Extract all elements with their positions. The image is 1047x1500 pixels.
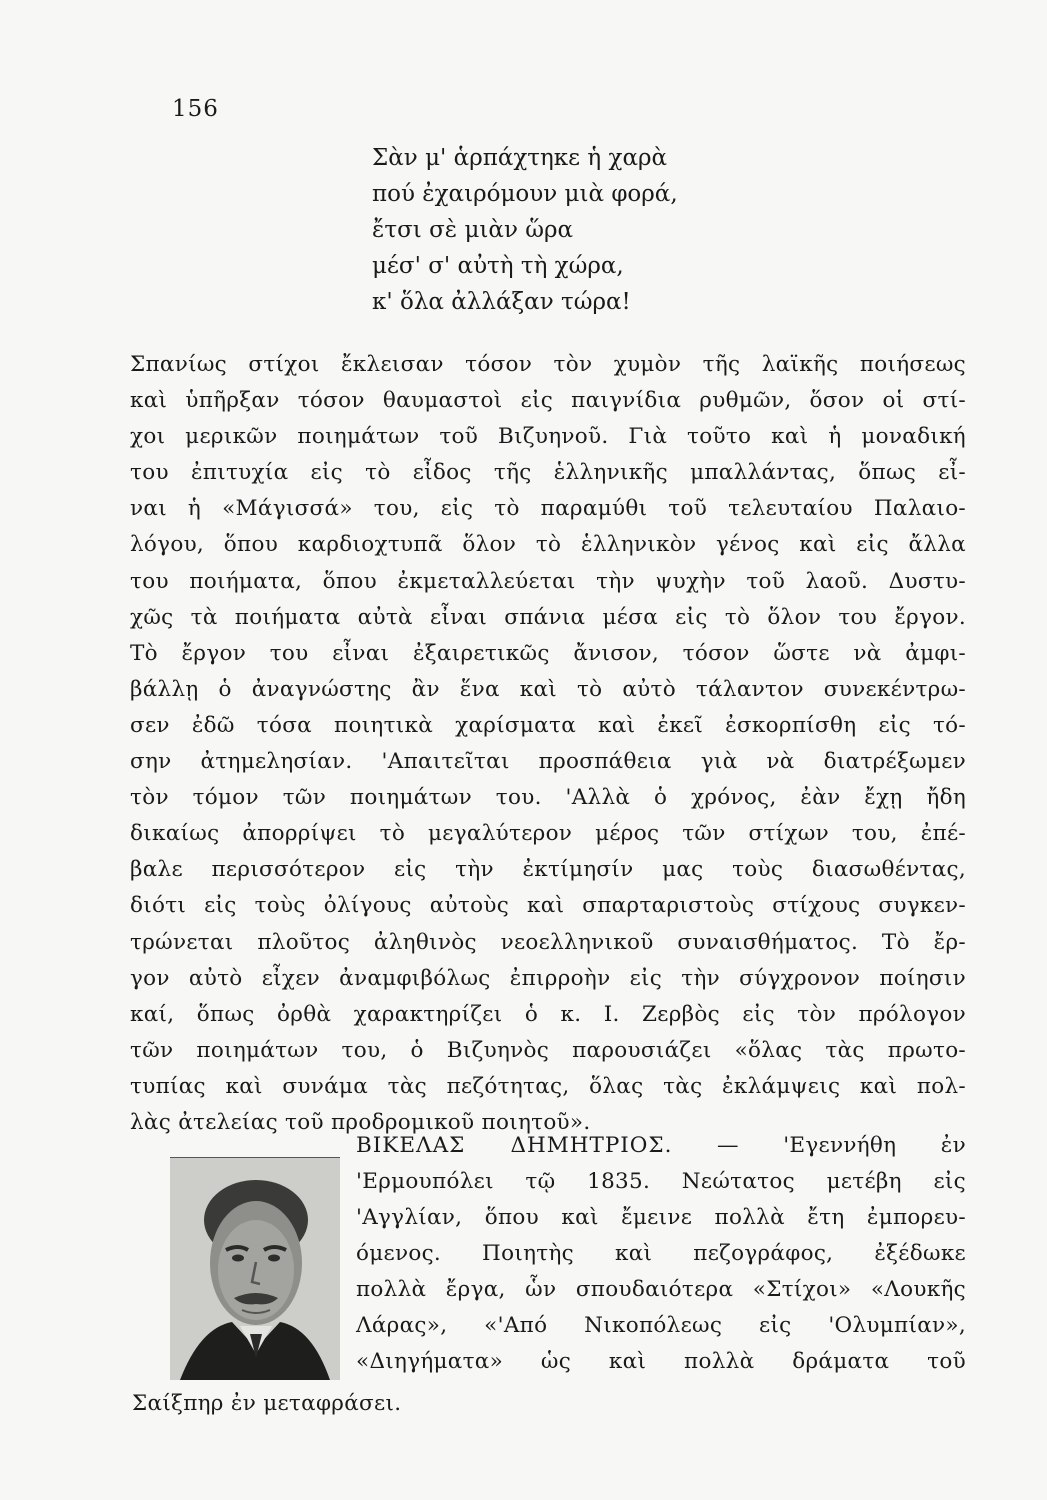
text-line: του ἐπιτυχία εἰς τὸ εἶδος τῆς ἑλληνικῆς μπαλλάντας, ὅπως εἶ- [130,460,966,486]
biography-entry [356,1128,966,1380]
text-line: πολλὰ ἔργα, ὧν σπουδαιότερα «Στίχοι» «Λουκῆς [356,1277,966,1302]
text-line: τὸν τόμον τῶν ποιημάτων του. 'Αλλὰ ὁ χρόνος, ἐὰν ἔχῃ ἤδη [130,785,966,811]
text-line: λὰς ἀτελείας τοῦ προδρομικοῦ ποιητοῦ». [130,1109,591,1135]
author-name-heading: ΒΙΚΕΛΑΣ ΔΗΜΗΤΡΙΟΣ. [356,1133,673,1158]
text-line: Λάρας», «'Από Νικοπόλεως εἰς 'Ολυμπίαν», [356,1313,966,1338]
poem-line: κ' ὅλα ἀλλάξαν τώρα! [372,289,631,315]
text-line: Σπανίως στίχοι ἔκλεισαν τόσον τὸν χυμὸν τῆς λαϊκῆς ποιήσεως [130,352,966,377]
text-line: τυπίας καὶ συνάμα τὰς πεζότητας, ὅλας τὰς ἐκλάμψεις καὶ πολ- [130,1073,966,1099]
text-line: Τὸ ἔργον του εἶναι ἐξαιρετικῶς ἄνισον, τόσον ὥστε νὰ ἀμφι- [130,640,966,666]
text-line: χῶς τὰ ποιήματα αὐτὰ εἶναι σπάνια μέσα εἰς τὸ ὅλον του ἔργον. [130,604,966,630]
text-line: βάλλῃ ὁ ἀναγνώστης ἂν ἕνα καὶ τὸ αὐτὸ τάλαντον συνεκέντρω- [130,676,966,702]
text-line: τῶν ποιημάτων του, ὁ Βιζυηνὸς παρουσιάζει «ὅλας τὰς πρωτο- [130,1037,966,1063]
poem-line: μέσ' σ' αὐτὴ τὴ χώρα, [372,253,624,279]
poem-line: πού ἐχαιρόμουν μιὰ φορά, [372,181,678,207]
text-line: ναι ἡ «Μάγισσά» του, εἰς τὸ παραμύθι τοῦ τελευταίου Παλαιο- [130,496,966,522]
text-line: «Διηγήματα» ὡς καὶ πολλὰ δράματα τοῦ [356,1349,966,1374]
text-line: 'Αγγλίαν, ὅπου καὶ ἔμεινε πολλὰ ἔτη ἐμπορευ- [356,1205,966,1230]
text-line: γον αὐτὸ εἶχεν ἀναμφιβόλως ἐπιρροὴν εἰς τὴν σύγχρονον ποίησιν [130,965,966,991]
text-line: καὶ ὑπῆρξαν τόσον θαυμαστοὶ εἰς παιγνίδια ρυθμῶν, ὅσον οἱ στί- [130,388,966,414]
text-line: Σαίξπηρ ἐν μεταφράσει. [132,1391,402,1416]
poem-line: ἔτσι σὲ μιὰν ὥρα [372,217,574,243]
text-line: 'Ερμουπόλει τῷ 1835. Νεώτατος μετέβη εἰς [356,1169,966,1194]
text-line: δικαίως ἀπορρίψει τὸ μεγαλύτερον μέρος τῶν στίχων του, ἐπέ- [130,821,966,847]
text-line: λόγου, ὅπου καρδιοχτυπᾶ ὅλον τὸ ἑλληνικὸν γένος καὶ εἰς ἄλλα [130,532,966,558]
text-line: βαλε περισσότερον εἰς τὴν ἐκτίμησίν μας τοὺς διασωθέντας, [130,857,966,883]
text-line: διότι εἰς τοὺς ὀλίγους αὐτοὺς καὶ σπαρταριστοὺς στίχους συγκεν- [130,893,966,919]
text-line: σην ἀτημελησίαν. 'Απαιτεῖται προσπάθεια γιὰ νὰ διατρέξωμεν [130,749,966,775]
author-portrait [170,1157,340,1380]
text-line: όμενος. Ποιητὴς καὶ πεζογράφος, ἐξέδωκε [356,1241,966,1266]
commentary-paragraph [130,347,966,1141]
text-line: σεν ἐδῶ τόσα ποιητικὰ χαρίσματα καὶ ἐκεῖ ἐσκορπίσθη εἰς τό- [130,712,966,738]
text-line: καί, ὅπως ὀρθὰ χαρακτηρίζει ὁ κ. Ι. Ζερβὸς εἰς τὸν πρόλογον [130,1001,966,1027]
text-line: του ποιήματα, ὅπου ἐκμεταλλεύεται τὴν ψυχὴν τοῦ λαοῦ. Δυστυ- [130,568,966,594]
page-number: 156 [172,96,219,122]
poem-line: Σὰν μ' ἁρπάχτηκε ἡ χαρὰ [372,145,668,171]
bio-heading-rest: — 'Εγεννήθη ἐν [716,1133,967,1158]
bio-heading-line [356,1128,966,1164]
text-line: χοι μερικῶν ποιημάτων τοῦ Βιζυηνοῦ. Γιὰ τοῦτο καὶ ἡ μοναδική [130,424,966,450]
poem-stanza [372,140,772,320]
text-line: τρώνεται πλοῦτος ἀληθινὸς νεοελληνικοῦ συναισθήματος. Τὸ ἔρ- [130,929,966,955]
